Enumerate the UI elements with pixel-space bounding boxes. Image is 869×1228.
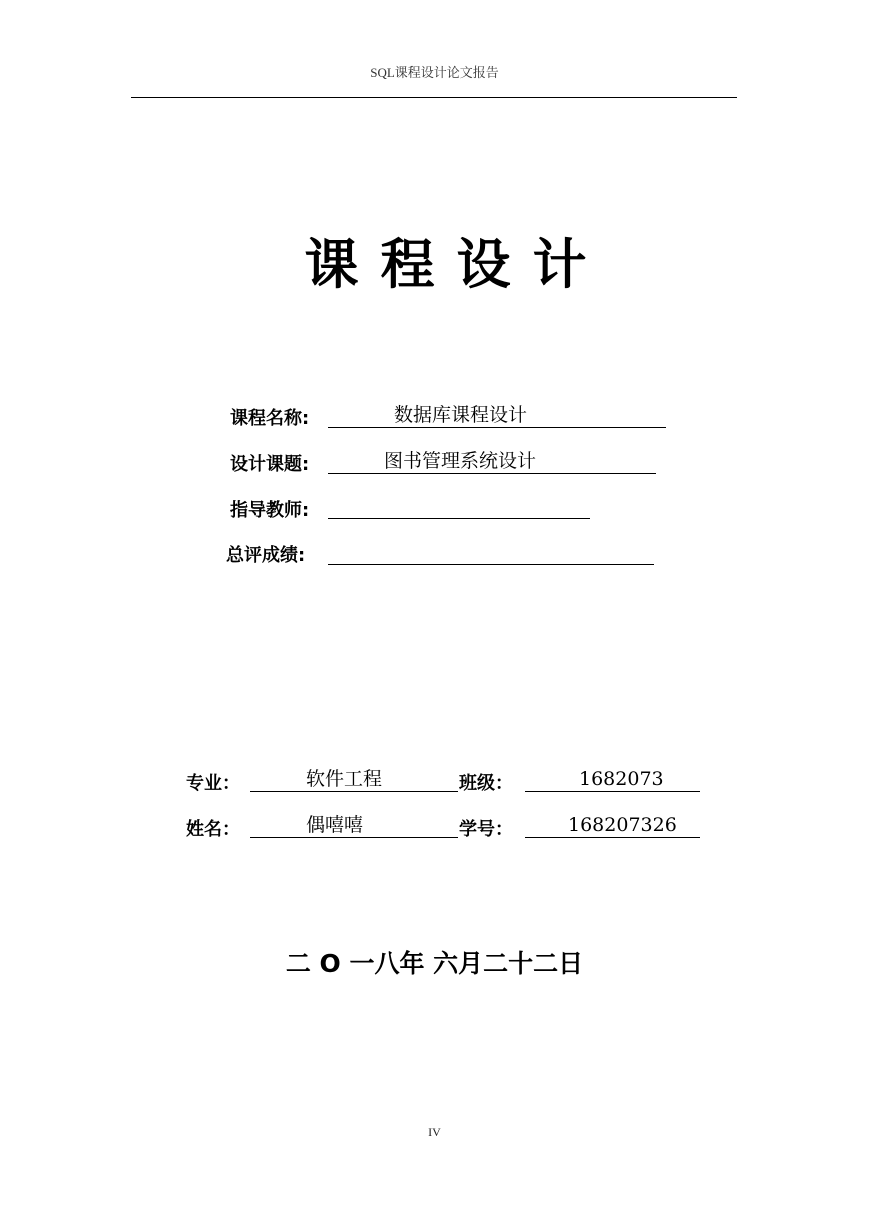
major-field: [250, 767, 458, 792]
major-label: 专业：: [186, 773, 240, 794]
student-id-value: 168207326: [568, 814, 677, 836]
header-divider: [131, 97, 737, 98]
design-topic-field: [328, 449, 656, 474]
student-id-field: [525, 813, 700, 838]
page-title: 课程设计: [304, 233, 609, 296]
class-value: 1682073: [579, 768, 664, 790]
running-header: SQL课程设计论文报告: [370, 65, 499, 80]
student-id-label: 学号：: [459, 819, 513, 840]
page-number: IV: [428, 1125, 441, 1139]
course-name-label: 课程名称:: [230, 408, 310, 429]
advisor-label: 指导教师:: [230, 500, 310, 521]
advisor-field: [328, 494, 590, 519]
course-name-field: [328, 403, 666, 428]
report-date: 二 O 一八年 六月二十二日: [285, 949, 584, 978]
class-field: [525, 767, 700, 792]
name-value: 偶嘻嘻: [306, 814, 364, 836]
design-topic-value: 图书管理系统设计: [384, 450, 537, 472]
class-label: 班级：: [459, 773, 513, 794]
course-name-value: 数据库课程设计: [394, 404, 528, 426]
design-topic-label: 设计课题:: [230, 454, 310, 475]
name-label: 姓名：: [186, 819, 240, 840]
major-value: 软件工程: [306, 768, 383, 790]
total-grade-label: 总评成绩:: [226, 545, 306, 566]
name-field: [250, 813, 458, 838]
total-grade-field: [328, 540, 654, 565]
